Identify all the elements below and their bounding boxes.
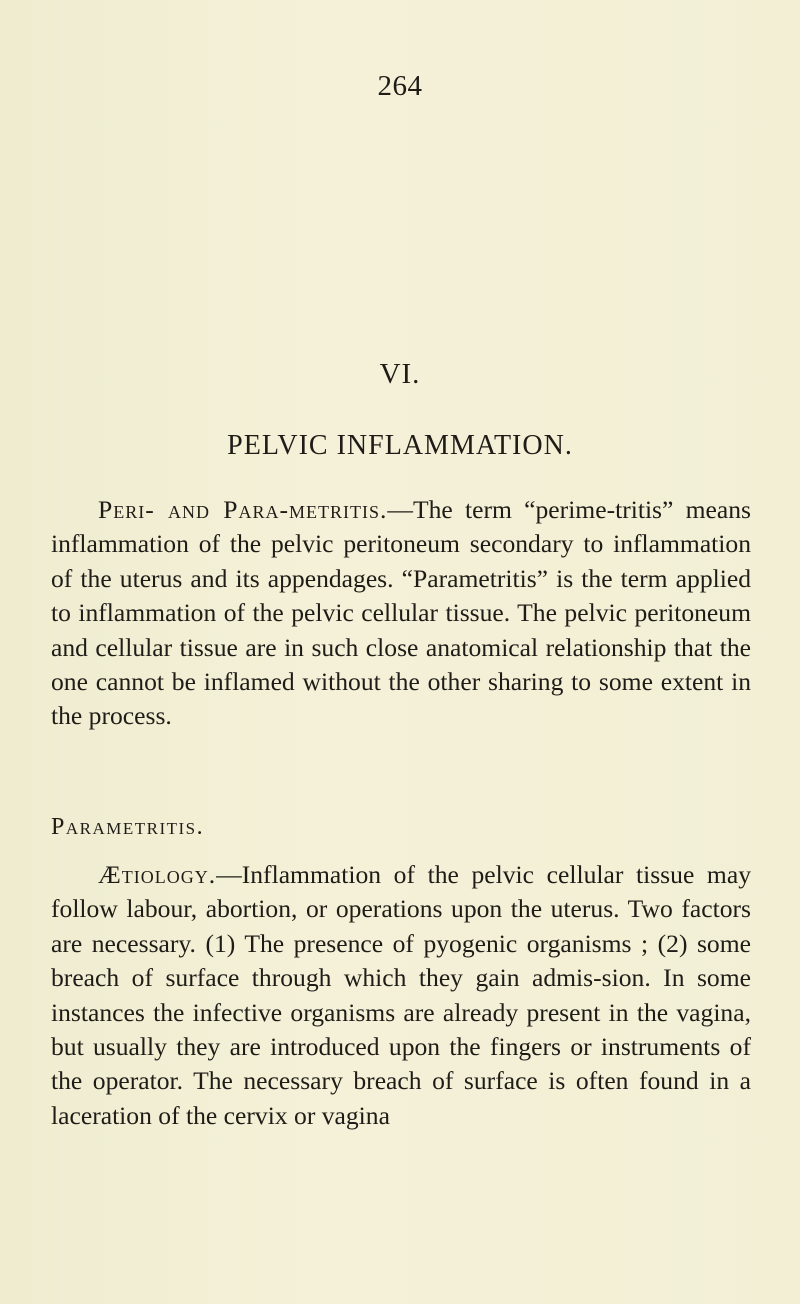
- paragraph-lead-heading: Ætiology.: [98, 860, 217, 889]
- paragraph-body: —The term “perime-tritis” means inflammation of the pelvic peritoneum secondary to inflammation of the uterus and its appendages. “Parametritis” is the term applied to inflammation of the pelvic cellular tissue. The pelvic peritoneum and cellular tissue are in such close anatomical relationship that the one cannot be inflamed without the other sharing to some extent in the process.: [51, 495, 752, 731]
- paragraph-aetiology: [51, 858, 751, 1133]
- paragraph-lead-heading: Peri- and Para-metritis.: [98, 495, 388, 524]
- paragraph-peri-parametritis: [51, 493, 751, 734]
- section-heading: Parametritis.: [51, 814, 205, 840]
- chapter-title: PELVIC INFLAMMATION.: [227, 430, 573, 461]
- paragraph-body: —Inflammation of the pelvic cellular tissue may follow labour, abortion, or operations upon the uterus. Two factors are necessary. (1) The presence of pyogenic organisms ; (2) some breach of surface through which they gain admis-sion. In some instances the infective organisms are already present in the vagina, but usually they are introduced upon the fingers or instruments of the operator. The necessary breach of surface is often found in a laceration of the cervix or vagina: [51, 860, 751, 1130]
- page-number: 264: [377, 70, 423, 102]
- chapter-number: VI.: [379, 358, 421, 390]
